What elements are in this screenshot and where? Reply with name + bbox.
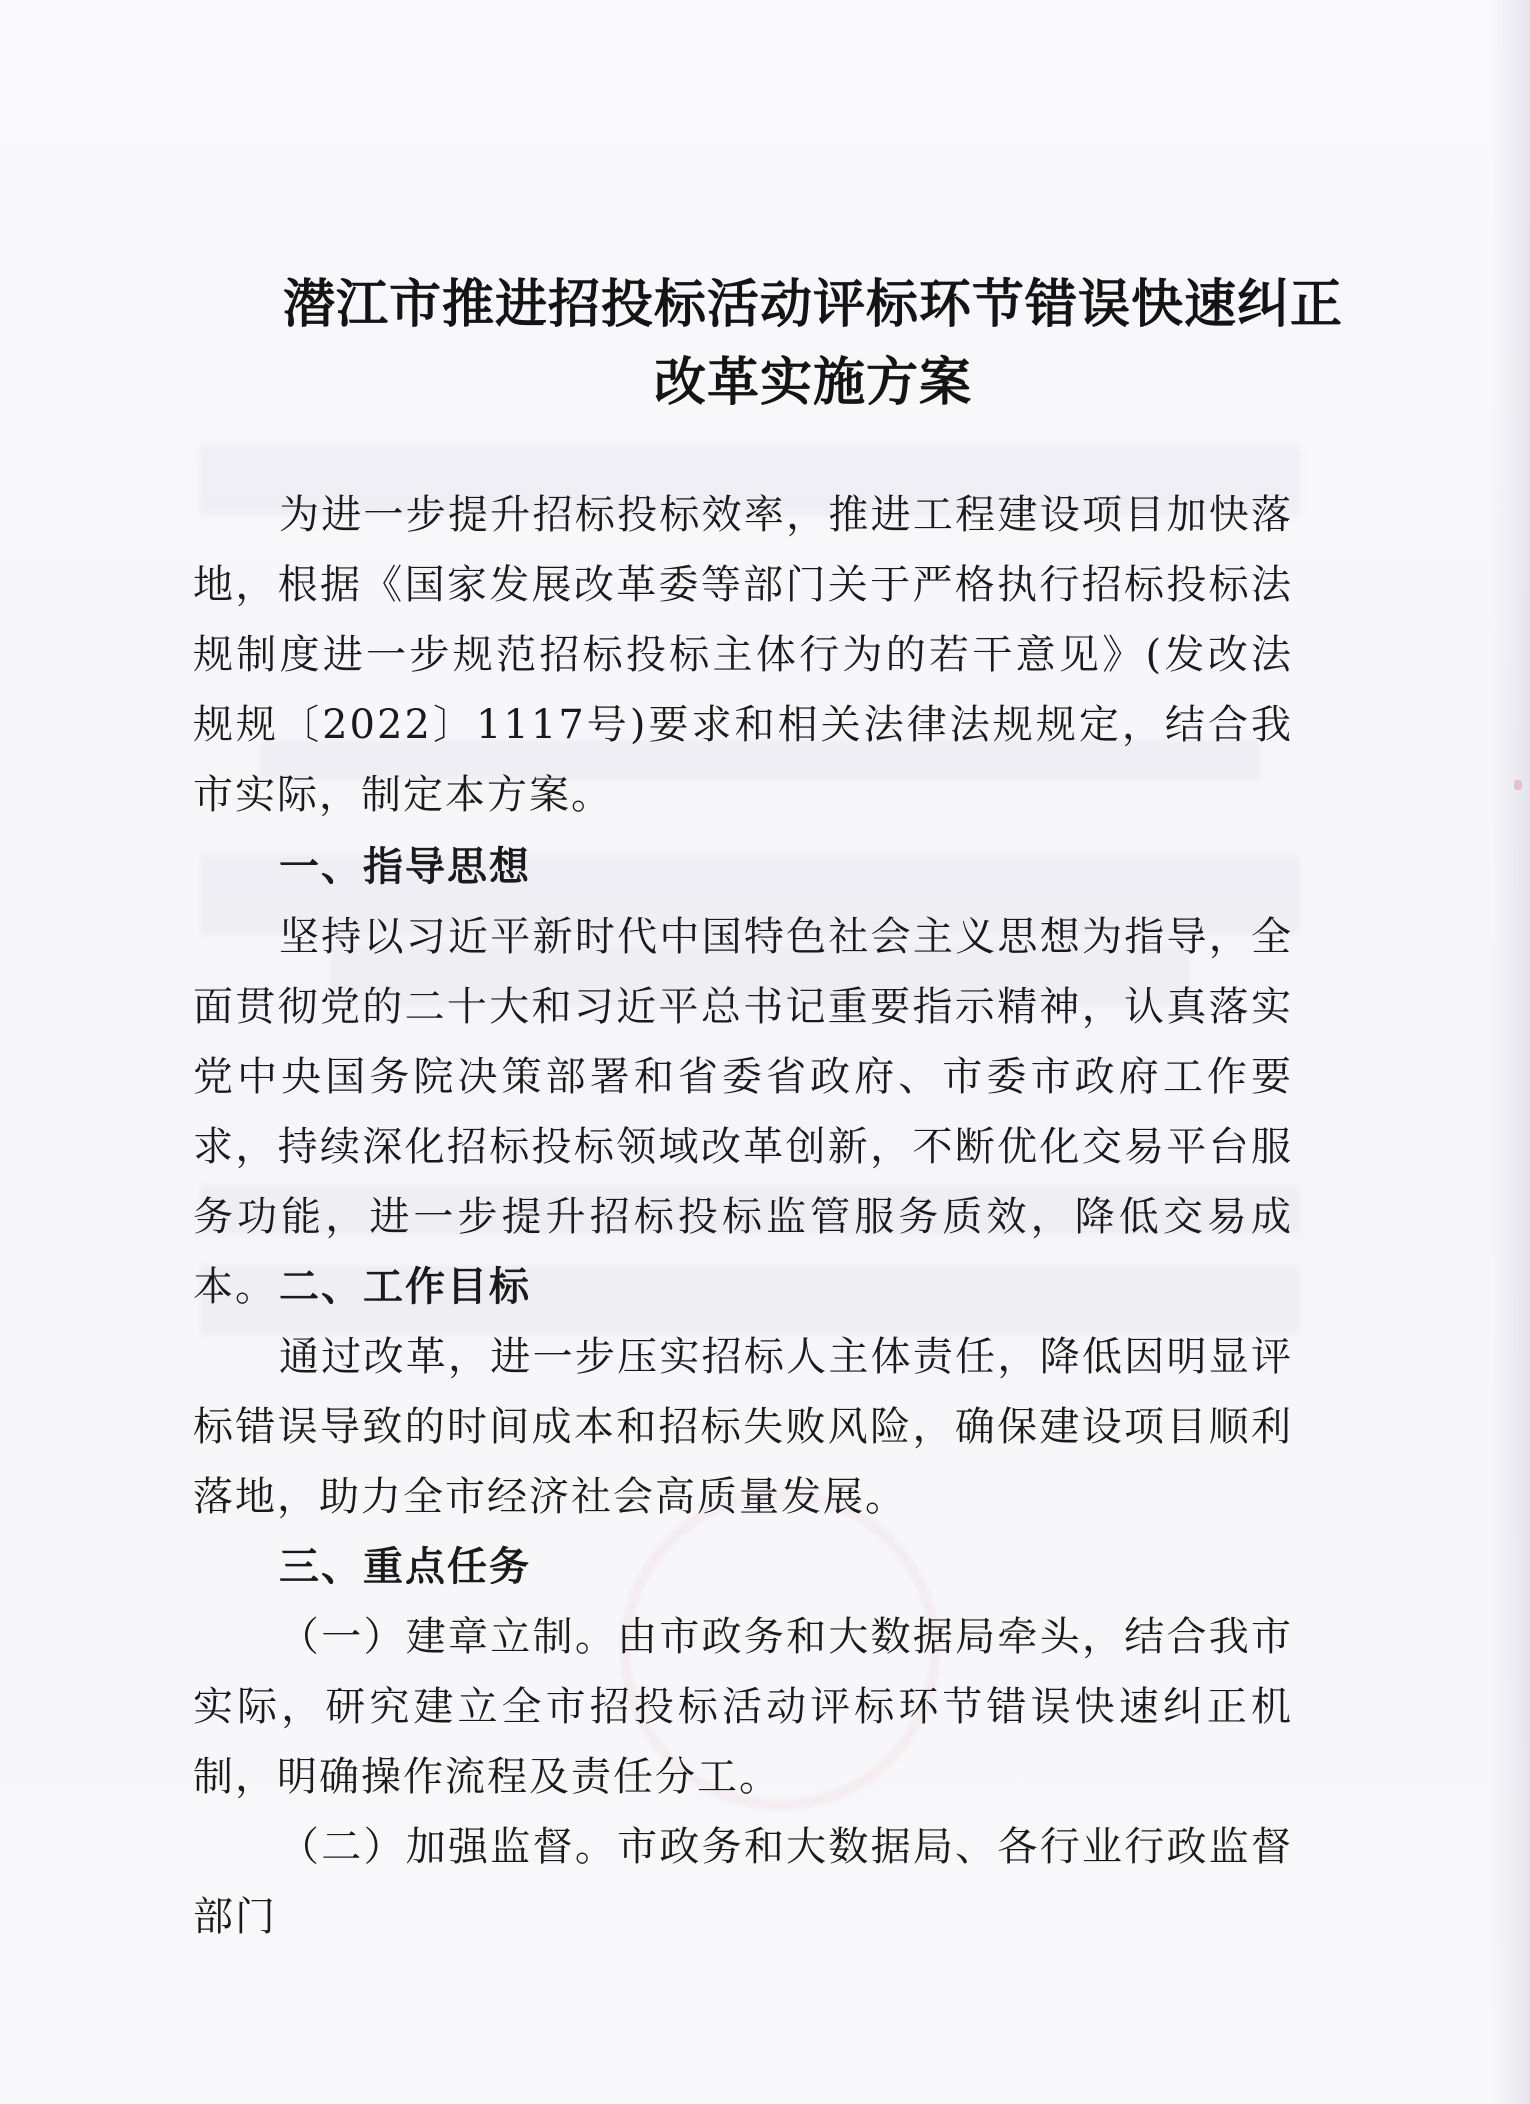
edge-mark <box>1514 780 1522 790</box>
section-heading-3: 三、重点任务 <box>279 1544 531 1590</box>
section-heading-2: 二、工作目标 <box>279 1264 531 1310</box>
document-title-line-2: 改革实施方案 <box>653 352 972 413</box>
intro-paragraph: 为进一步提升招标投标效率，推进工程建设项目加快落地，根据《国家发展改革委等部门关于严格执行招标投标法规制度进一步规范招标投标主体行为的若干意见》(发改法规规〔2022〕1117号)要求和相关法律法规规定，结合我市实际，制定本方案。 <box>193 492 1293 818</box>
section-heading-1: 一、指导思想 <box>279 844 531 890</box>
document-title-line-1: 潜江市推进招投标活动评标环节错误快速纠正 <box>282 274 1343 335</box>
section-body-2: 通过改革，进一步压实招标人主体责任，降低因明显评标错误导致的时间成本和招标失败风险，确保建设项目顺利落地，助力全市经济社会高质量发展。 <box>193 1334 1293 1520</box>
section-body-1: 坚持以习近平新时代中国特色社会主义思想为指导，全面贯彻党的二十大和习近平总书记重要指示精神，认真落实党中央国务院决策部署和省委省政府、市委市政府工作要求，持续深化招标投标领域改革创新，不断优化交易平台服务功能，进一步提升招标投标监管服务质效，降低交易成本。 <box>193 914 1293 1310</box>
task-item-2: （二）加强监督。市政务和大数据局、各行业行政监督部门 <box>193 1824 1293 1940</box>
task-item-1: （一）建章立制。由市政务和大数据局牵头，结合我市实际，研究建立全市招投标活动评标环节错误快速纠正机制，明确操作流程及责任分工。 <box>193 1614 1293 1800</box>
